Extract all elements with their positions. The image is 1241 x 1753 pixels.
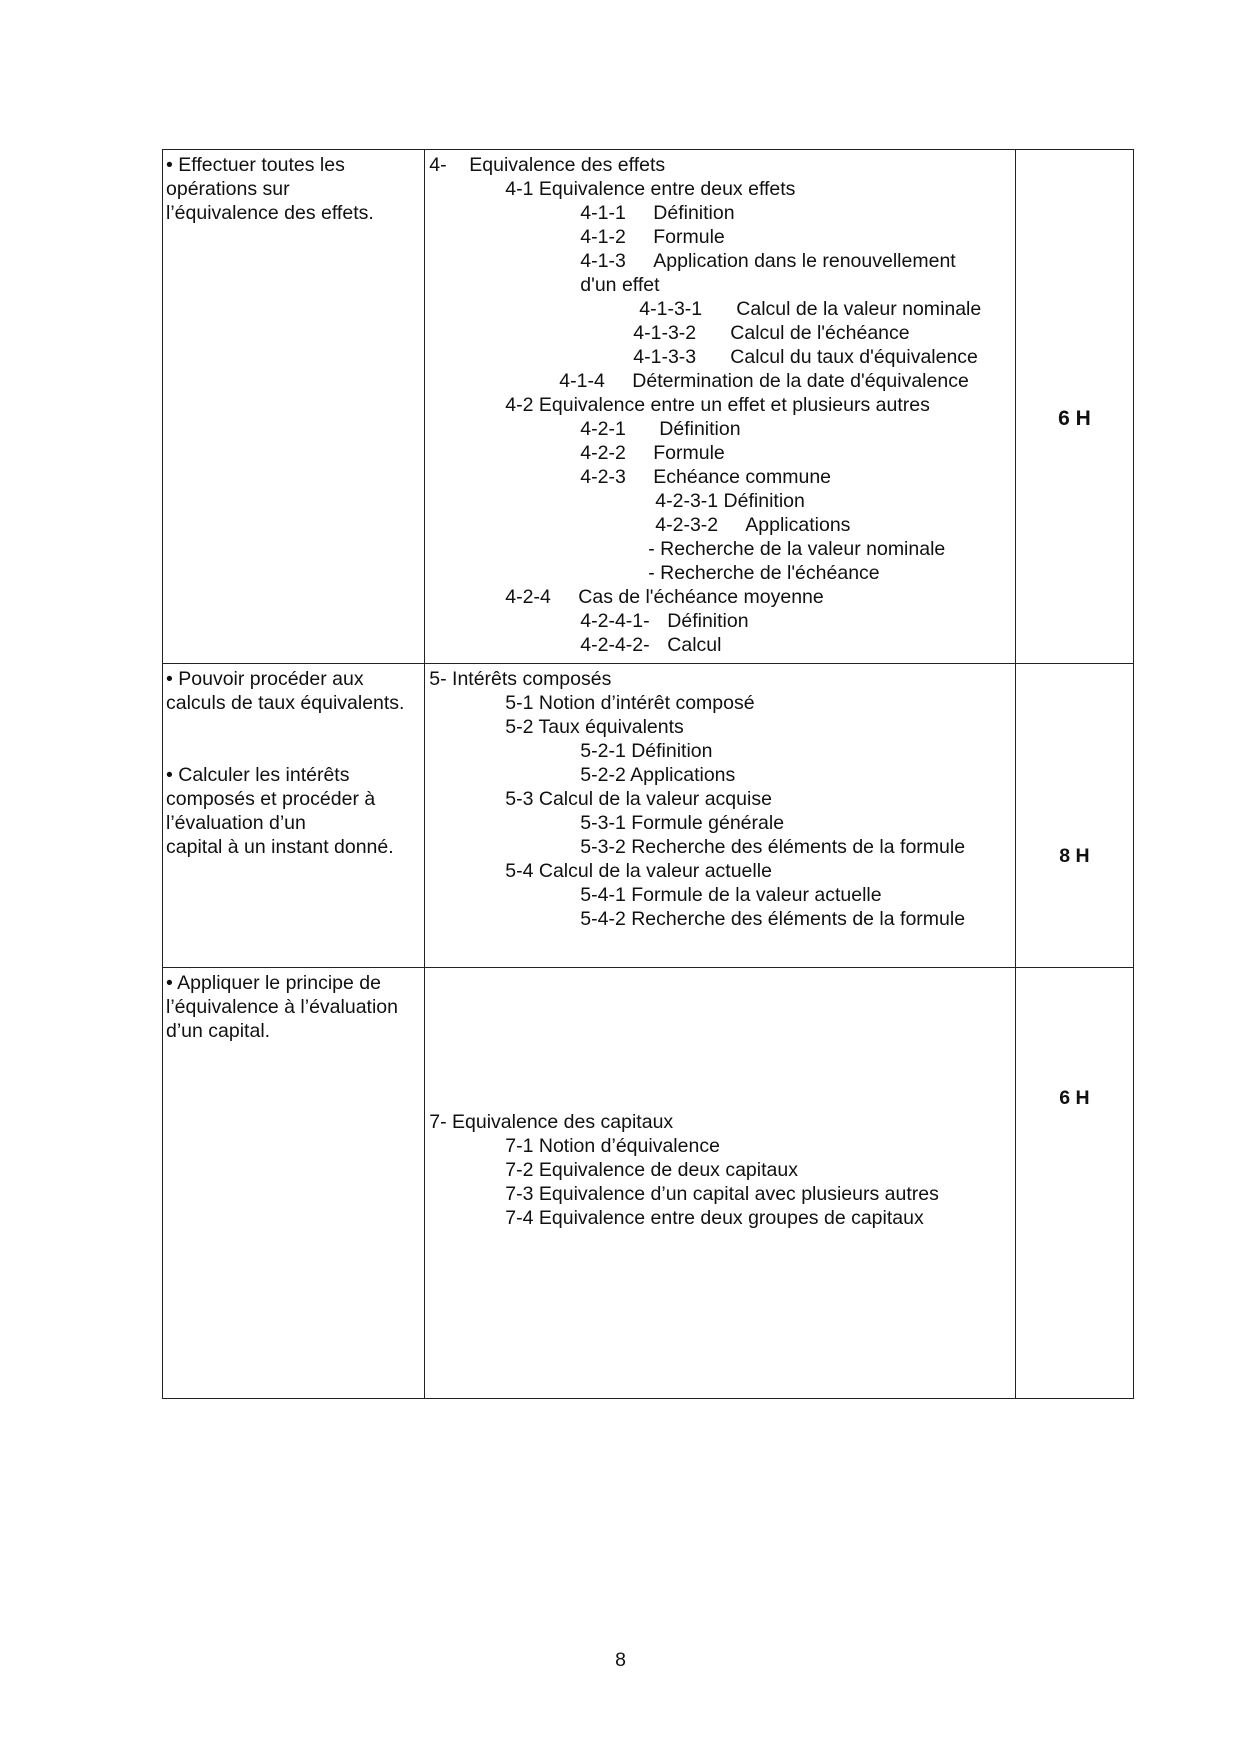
section-number: 4-1-3 bbox=[580, 250, 626, 272]
objective-line: l’équivalence à l’évaluation bbox=[166, 996, 398, 1018]
table-row bbox=[163, 150, 1134, 664]
objective-spacer bbox=[166, 715, 420, 763]
objective-line: d’un capital. bbox=[166, 1020, 271, 1042]
section-number: 4-2-3-1 bbox=[655, 490, 719, 512]
content-line bbox=[429, 787, 1015, 811]
hours-cell bbox=[1015, 968, 1133, 1399]
content-line bbox=[429, 633, 1015, 657]
content-line bbox=[429, 345, 1015, 369]
section-number: 4-1-1 bbox=[580, 202, 626, 224]
table-row bbox=[163, 968, 1134, 1399]
section-title: 5-4 Calcul de la valeur actuelle bbox=[505, 860, 772, 882]
section-title: 5-2 Taux équivalents bbox=[505, 716, 684, 738]
content-line bbox=[429, 465, 1015, 489]
objective-line: calculs de taux équivalents. bbox=[166, 692, 405, 714]
section-title: 7-3 Equivalence d’un capital avec plusieurs autres bbox=[505, 1183, 939, 1205]
section-title: Equivalence entre un effet et plusieurs autres bbox=[533, 394, 930, 416]
section-number: 4-2-4 bbox=[505, 586, 551, 608]
section-title: 5-4-1 Formule de la valeur actuelle bbox=[580, 884, 882, 906]
objective-block bbox=[166, 153, 420, 225]
content-line bbox=[429, 883, 1015, 907]
content-line bbox=[429, 225, 1015, 249]
content-line bbox=[429, 1182, 1015, 1206]
section-title: - Recherche de l'échéance bbox=[648, 562, 880, 584]
section-title: 7-2 Equivalence de deux capitaux bbox=[505, 1159, 798, 1181]
section-number: 4-2-3-2 bbox=[655, 514, 719, 536]
content-line bbox=[429, 907, 1015, 931]
hours-value: 8 H bbox=[1059, 845, 1090, 867]
content-line bbox=[429, 763, 1015, 787]
objective-line: • Calculer les intérêts bbox=[166, 764, 350, 786]
section-title: Définition bbox=[653, 202, 735, 224]
section-number: 4-2-3 bbox=[580, 466, 626, 488]
section-number: 4-2-2 bbox=[580, 442, 626, 464]
objective-line: l’évaluation d’un bbox=[166, 812, 306, 834]
content-line bbox=[429, 1206, 1015, 1230]
page-number: 8 bbox=[615, 1649, 626, 1671]
content-line bbox=[429, 273, 1015, 297]
section-number: 4- bbox=[429, 154, 447, 176]
objective-line: opérations sur bbox=[166, 178, 290, 200]
curriculum-table bbox=[162, 149, 1134, 1399]
content-line bbox=[429, 1134, 1015, 1158]
content-line bbox=[429, 739, 1015, 763]
content-cell bbox=[425, 968, 1016, 1399]
section-title: Equivalence entre deux effets bbox=[533, 178, 796, 200]
section-title: 5-1 Notion d’intérêt composé bbox=[505, 692, 755, 714]
section-number: 4-2-1 bbox=[580, 418, 626, 440]
content-line bbox=[429, 417, 1015, 441]
content-line bbox=[429, 249, 1015, 273]
section-title: Calcul bbox=[667, 634, 722, 656]
section-title: Calcul du taux d'équivalence bbox=[730, 346, 978, 368]
section-title: Définition bbox=[659, 418, 741, 440]
section-title: Applications bbox=[745, 514, 851, 536]
section-title: 7-1 Notion d’équivalence bbox=[505, 1135, 720, 1157]
section-number: 4-1-2 bbox=[580, 226, 626, 248]
content-line bbox=[429, 585, 1015, 609]
section-title: 5-2-2 Applications bbox=[580, 764, 736, 786]
content-cell bbox=[425, 150, 1016, 664]
objective-line: l’équivalence des effets. bbox=[166, 202, 374, 224]
content-line bbox=[429, 153, 1015, 177]
objectives-cell bbox=[163, 150, 425, 664]
objective-line: • Pouvoir procéder aux bbox=[166, 668, 364, 690]
table-row bbox=[163, 664, 1134, 968]
objectives-cell bbox=[163, 968, 425, 1399]
content-line bbox=[429, 513, 1015, 537]
section-title: Application dans le renouvellement bbox=[653, 250, 956, 272]
section-number: 4-1-3-1 bbox=[639, 298, 703, 320]
hours-value: 6 H bbox=[1058, 407, 1091, 430]
objective-block bbox=[166, 971, 420, 1043]
objective-block bbox=[166, 763, 420, 859]
objective-line: composés et procéder à bbox=[166, 788, 376, 810]
content-line bbox=[429, 297, 1015, 321]
section-title: Equivalence des effets bbox=[469, 154, 666, 176]
content-line bbox=[429, 177, 1015, 201]
content-cell bbox=[425, 664, 1016, 968]
section-title: Formule bbox=[653, 226, 725, 248]
objectives-cell bbox=[163, 664, 425, 968]
content-line bbox=[429, 369, 1015, 393]
content-line bbox=[429, 667, 1015, 691]
content-line bbox=[429, 537, 1015, 561]
content-line bbox=[429, 609, 1015, 633]
objective-line: • Effectuer toutes les bbox=[166, 154, 345, 176]
hours-value: 6 H bbox=[1059, 1087, 1090, 1109]
section-title: Calcul de l'échéance bbox=[730, 322, 910, 344]
section-number: 4-1-3-2 bbox=[633, 322, 697, 344]
content-line bbox=[429, 715, 1015, 739]
content-line bbox=[429, 489, 1015, 513]
section-title: d'un effet bbox=[580, 274, 660, 296]
content-line bbox=[429, 1110, 1015, 1134]
section-number: 4-2 bbox=[505, 394, 534, 416]
section-title: 7- Equivalence des capitaux bbox=[429, 1111, 674, 1133]
objective-line: capital à un instant donné. bbox=[166, 836, 394, 858]
section-title: Echéance commune bbox=[653, 466, 832, 488]
objective-line: • Appliquer le principe de bbox=[166, 972, 381, 994]
section-title: - Recherche de la valeur nominale bbox=[648, 538, 946, 560]
content-line bbox=[429, 859, 1015, 883]
section-title: Définition bbox=[667, 610, 749, 632]
section-number: 4-1 bbox=[505, 178, 534, 200]
section-title: Détermination de la date d'équivalence bbox=[632, 370, 969, 392]
content-line bbox=[429, 811, 1015, 835]
section-number: 4-2-4-1- bbox=[580, 610, 650, 632]
section-title: 7-4 Equivalence entre deux groupes de capitaux bbox=[505, 1207, 924, 1229]
content-line bbox=[429, 393, 1015, 417]
section-number: 4-2-4-2- bbox=[580, 634, 650, 656]
content-line bbox=[429, 201, 1015, 225]
section-title: 5-3 Calcul de la valeur acquise bbox=[505, 788, 772, 810]
section-title: Définition bbox=[718, 490, 805, 512]
content-line bbox=[429, 1158, 1015, 1182]
content-line bbox=[429, 321, 1015, 345]
content-line bbox=[429, 835, 1015, 859]
section-number: 4-1-3-3 bbox=[633, 346, 697, 368]
section-title: 5-3-2 Recherche des éléments de la formule bbox=[580, 836, 966, 858]
section-number: 4-1-4 bbox=[559, 370, 605, 392]
content-line bbox=[429, 561, 1015, 585]
hours-cell bbox=[1015, 150, 1133, 664]
section-title: Cas de l'échéance moyenne bbox=[578, 586, 824, 608]
content-line bbox=[429, 691, 1015, 715]
section-title: 5- Intérêts composés bbox=[429, 668, 612, 690]
section-title: 5-2-1 Définition bbox=[580, 740, 713, 762]
section-title: Formule bbox=[653, 442, 725, 464]
content-line bbox=[429, 441, 1015, 465]
section-title: 5-4-2 Recherche des éléments de la formule bbox=[580, 908, 966, 930]
section-title: 5-3-1 Formule générale bbox=[580, 812, 785, 834]
hours-cell bbox=[1015, 664, 1133, 968]
section-title: Calcul de la valeur nominale bbox=[736, 298, 982, 320]
objective-block bbox=[166, 667, 420, 715]
